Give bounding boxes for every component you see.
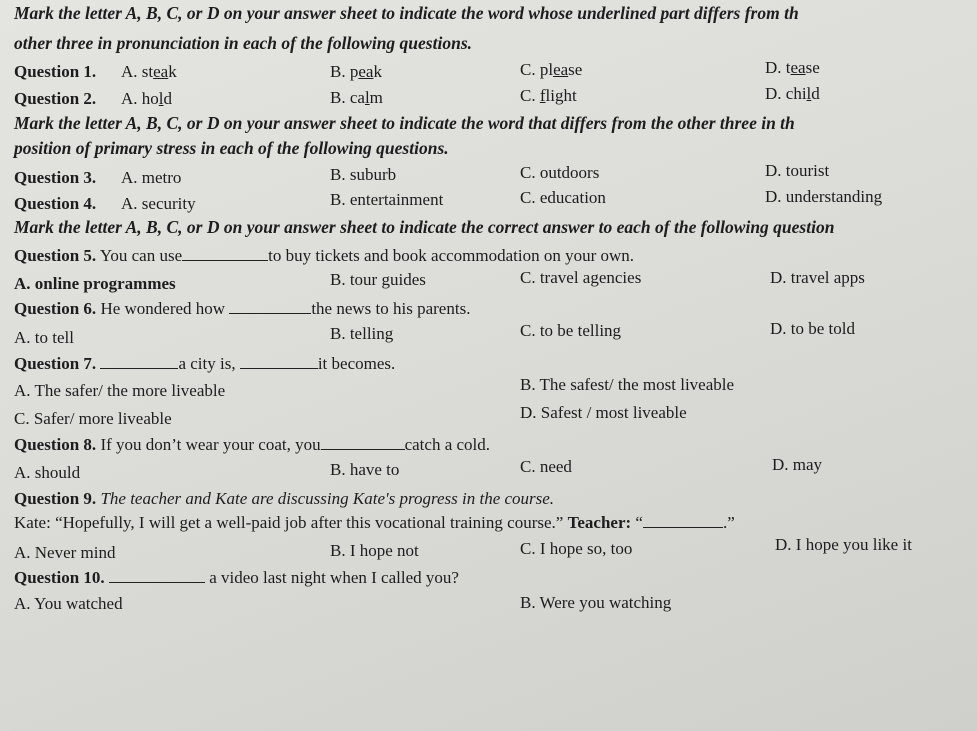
q3-option-d: D. tourist [765, 161, 830, 180]
q7-option-b: B. The safest/ the most liveable [520, 375, 735, 394]
section2-instruction-line2: position of primary stress in each of the following questions. [14, 138, 449, 158]
q7-option-d: D. Safest / most liveable [520, 403, 687, 422]
q5-option-d: D. travel apps [770, 268, 865, 287]
q7-blank-2[interactable] [240, 354, 318, 369]
q5-option-a: A. online programmes [14, 274, 176, 293]
q8-option-d: D. may [772, 455, 823, 474]
question-2-label: Question 2. [14, 89, 97, 108]
q10-option-a: A. You watched [14, 594, 123, 613]
q2-option-a: A. hold [121, 89, 173, 108]
question-4 [14, 194, 96, 214]
question-9 [14, 489, 554, 509]
question-8: Question 8. If you don’t wear your coat, you catch a cold. [14, 435, 491, 454]
question-7-label: Question 7. [14, 354, 97, 373]
q7-blank-1[interactable] [100, 354, 178, 369]
q2-option-c: C. flight [520, 86, 577, 105]
q5-option-b: B. tour guides [330, 270, 426, 289]
question-3-label: Question 3. [14, 168, 97, 187]
q9-option-b: B. I hope not [330, 541, 419, 560]
q6-option-d: D. to be told [770, 319, 855, 338]
question-2 [14, 89, 96, 109]
q9-dialog: Kate: “Hopefully, I will get a well-paid job after this vocational training course.” Teacher: “ .” [14, 513, 735, 532]
q2-option-b: B. calm [330, 88, 383, 107]
q4-option-c: C. education [520, 188, 606, 207]
question-1-label: Question 1. [14, 62, 97, 81]
section1-instruction-line1: Mark the letter A, B, C, or D on your answer sheet to indicate the word whose underlined part differs from th [14, 3, 799, 23]
q1-option-b: B. peak [330, 62, 382, 81]
question-6: Question 6. He wondered how the news to his parents. [14, 299, 471, 318]
q9-option-d: D. I hope you like it [775, 535, 912, 554]
q7-option-a: A. The safer/ the more liveable [14, 381, 226, 400]
question-3 [14, 168, 96, 188]
q2-option-d: D. child [765, 84, 820, 103]
section2-instruction-line1: Mark the letter A, B, C, or D on your answer sheet to indicate the word that differs from the other three in th [14, 113, 795, 133]
question-5-label: Question 5. [14, 246, 97, 265]
q4-option-d: D. understanding [765, 187, 883, 206]
question-8-label: Question 8. [14, 435, 97, 454]
q8-option-b: B. have to [330, 460, 400, 479]
section1-instruction-line2: other three in pronunciation in each of the following questions. [14, 33, 472, 53]
q6-option-b: B. telling [330, 324, 394, 343]
q9-option-c: C. I hope so, too [520, 539, 633, 558]
q9-blank[interactable] [643, 513, 723, 528]
question-4-label: Question 4. [14, 194, 97, 213]
q8-option-c: C. need [520, 457, 572, 476]
q3-option-a: A. metro [121, 168, 182, 187]
q1-option-c: C. please [520, 60, 583, 79]
q7-option-c: C. Safer/ more liveable [14, 409, 172, 428]
question-6-label: Question 6. [14, 299, 97, 318]
question-10: Question 10. a video last night when I called you? [14, 568, 459, 587]
section3-instruction: Mark the letter A, B, C, or D on your answer sheet to indicate the correct answer to each of the following question [14, 217, 835, 237]
q5-option-c: C. travel agencies [520, 268, 642, 287]
q10-blank[interactable] [109, 568, 205, 583]
q1-option-d: D. tease [765, 58, 820, 77]
q6-blank[interactable] [229, 299, 311, 314]
q8-blank[interactable] [321, 435, 405, 450]
q8-option-a: A. should [14, 463, 81, 482]
q4-option-a: A. security [121, 194, 196, 213]
question-9-label: Question 9. [14, 489, 97, 508]
question-10-label: Question 10. [14, 568, 105, 587]
q9-option-a: A. Never mind [14, 543, 116, 562]
question-1 [14, 62, 96, 82]
question-5: Question 5. You can use to buy tickets and book accommodation on your own. [14, 246, 635, 265]
q1-option-a: A. steak [121, 62, 177, 81]
q5-blank[interactable] [182, 246, 268, 261]
q4-option-b: B. entertainment [330, 190, 444, 209]
q10-option-b: B. Were you watching [520, 593, 672, 612]
q3-option-c: C. outdoors [520, 163, 600, 182]
q9-context: The teacher and Kate are discussing Kate's progress in the course. [100, 489, 555, 508]
q6-option-c: C. to be telling [520, 321, 622, 340]
q6-option-a: A. to tell [14, 328, 74, 347]
q3-option-b: B. suburb [330, 165, 397, 184]
question-7: Question 7. a city is, it becomes. [14, 354, 396, 373]
